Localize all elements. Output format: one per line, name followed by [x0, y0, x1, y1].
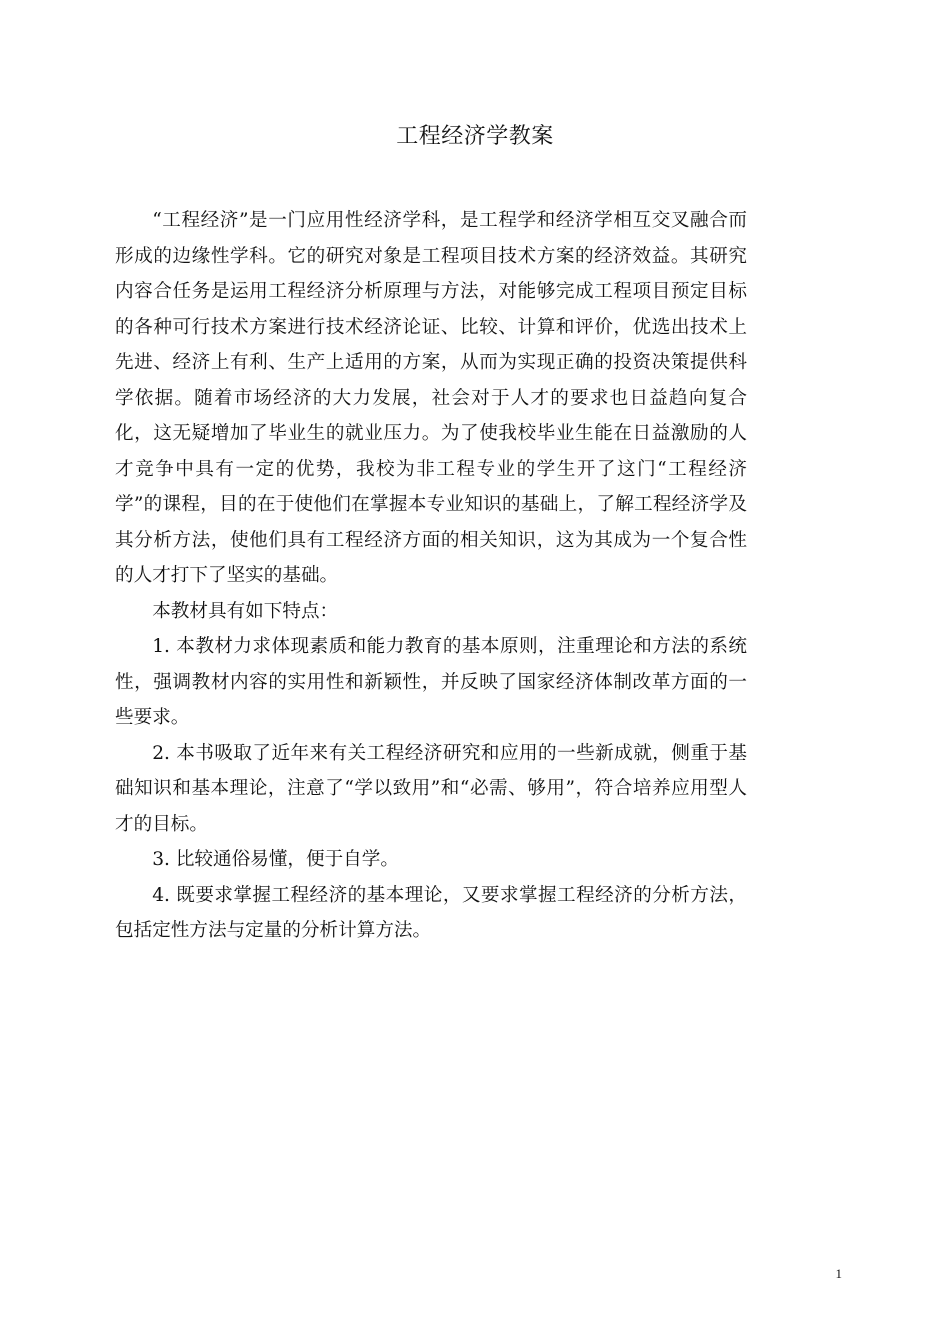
- paragraph-features-heading: 本教材具有如下特点：: [152, 600, 339, 622]
- paragraph-feature-4: 4. 既要求掌握工程经济的基本理论，又要求掌握工程经济的分析方法，包括定性方法与定量的分析计算方法。: [115, 884, 747, 941]
- page-number: 1: [835, 1266, 842, 1281]
- paragraph-feature-1: 1. 本教材力求体现素质和能力教育的基本原则，注重理论和方法的系统性，强调教材内容的实用性和新颖性，并反映了国家经济体制改革方面的一些要求。: [115, 636, 747, 728]
- paragraph-feature-2: 2. 本书吸取了近年来有关工程经济研究和应用的一些新成就，侧重于基础知识和基本理论，注意了“学以致用”和“必需、够用”，符合培养应用型人才的目标。: [115, 742, 747, 835]
- paragraph-intro: “工程经济”是一门应用性经济学科，是工程学和经济学相互交叉融合而形成的边缘性学科。它的研究对象是工程项目技术方案的经济效益。其研究内容合任务是运用工程经济分析原理与方法，对能够完成工程项目预定目标的各种可行技术方案进行技术经济论证、比较、计算和评价，优选出技术上先进、经济上有利、生产上适用的方案，从而为实现正确的投资决策提供科学依据。随着市场经济的大力发展，社会对于人才的要求也日益趋向复合化，这无疑增加了毕业生的就业压力。为了使我校毕业生能在日益激励的人才竞争中具有一定的优势，我校为非工程专业的学生开了这门“工程经济学”的课程，目的在于使他们在掌握本专业知识的基础上，了解工程经济学及其分析方法，使他们具有工程经济方面的相关知识，这为其成为一个复合性的人才打下了坚实的基础。: [115, 210, 747, 586]
- paragraph-feature-3: 3. 比较通俗易懂，便于自学。: [152, 849, 399, 870]
- document-title: 工程经济学教案: [396, 124, 554, 149]
- document-body: [115, 203, 747, 949]
